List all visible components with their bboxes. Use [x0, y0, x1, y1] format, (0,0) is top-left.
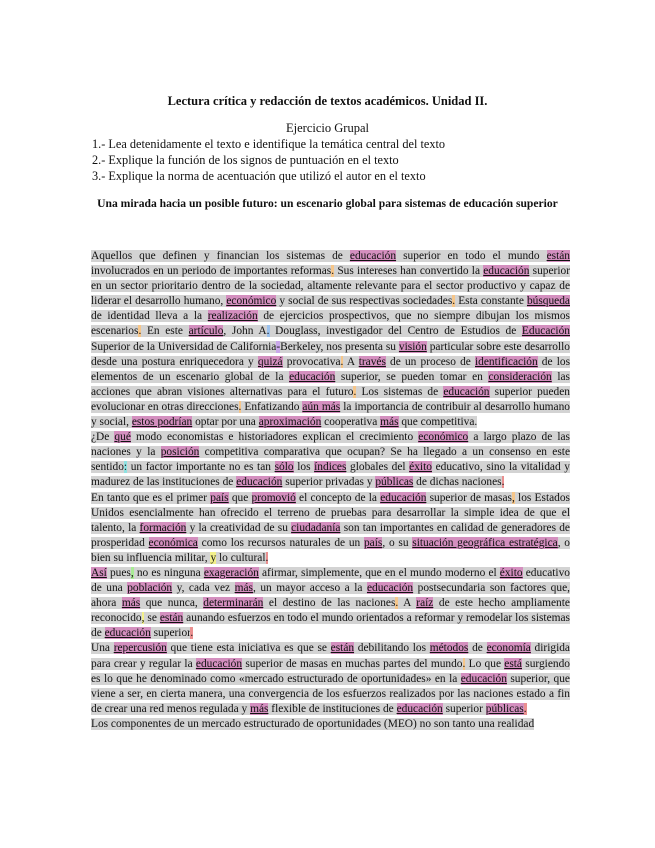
highlighted-word: educación — [380, 491, 427, 504]
highlighted-word: formación — [139, 521, 187, 534]
highlighted-word: determinarán — [203, 597, 264, 610]
text-run: Enfatizando — [241, 400, 303, 413]
instruction-2: 2.- Explique la función de los signos de puntuación en el texto — [92, 153, 399, 167]
text-run: superior — [442, 702, 486, 715]
text-run: se — [144, 612, 160, 625]
text-run: superior privadas y — [282, 476, 376, 489]
text-run: particular sobre este desarrollo desde una postura enriquecedora y — [91, 340, 570, 368]
article-paragraph — [90, 249, 571, 430]
highlighted-punctuation: . — [138, 325, 142, 338]
highlighted-word: quizá — [257, 355, 283, 368]
article-paragraph — [90, 430, 571, 490]
text-run: Douglass, investigador del Centro de Estudios de — [269, 325, 522, 338]
highlighted-word: artículo — [188, 325, 224, 338]
highlighted-word: económica — [148, 536, 198, 549]
page-title: Lectura crítica y redacción de textos académicos. Unidad II. — [167, 94, 488, 108]
text-run: los Estados Unidos esencialmente han ofrecido el terreno de pruebas para desarrollar la simple idea de que el talento, la — [91, 491, 570, 534]
highlighted-word: exageración — [203, 566, 259, 579]
text-run: de dichas naciones — [413, 476, 502, 489]
highlighted-word: educación — [483, 265, 530, 278]
highlighted-punctuation: . — [340, 355, 344, 368]
text-run: Lo que — [465, 657, 505, 670]
text-run: las acciones que abran visiones alternativas para el futuro — [91, 370, 570, 398]
highlighted-punctuation: , — [130, 566, 134, 579]
gray-highlight — [91, 250, 570, 428]
highlighted-punctuation: . — [462, 657, 466, 670]
text-run: , un mayor acceso a la — [252, 582, 367, 595]
text-run: superior, se pueden tomar en — [335, 370, 489, 383]
highlighted-word: educación — [195, 657, 243, 670]
highlighted-punctuation: . — [331, 265, 335, 278]
text-run: A — [398, 597, 417, 610]
text-run: y social de sus respectivas sociedades — [276, 295, 453, 308]
text-run: , o su — [382, 536, 413, 549]
highlighted-punctuation: . — [265, 551, 269, 564]
text-run: de ejercicios prospectivos, que no siempre dibujan los mismos escenarios — [91, 310, 570, 338]
highlighted-word: estos podrían — [131, 416, 193, 429]
highlighted-word: posición — [160, 446, 200, 459]
text-run: superior — [150, 627, 191, 640]
highlighted-word: aún más — [302, 400, 341, 413]
highlighted-word: aproximación — [258, 416, 322, 429]
highlighted-word: públicas — [485, 702, 524, 715]
text-run: postsecundaria son factores que, ahora — [91, 582, 570, 610]
text-run: optar por una — [192, 416, 259, 429]
highlighted-word: educación — [104, 627, 151, 640]
text-run: superior en un sector prioritario dentro de la sociedad, altamente relevante para el sector productivo y capaz de liderar el desarrollo humano, — [91, 265, 570, 308]
text-run: que nunca, — [140, 597, 204, 610]
text-run: superior pueden evolucionar en otras direcciones — [91, 385, 571, 413]
highlighted-word: ciudadanía — [291, 521, 341, 534]
highlighted-punctuation: - — [276, 340, 281, 353]
highlighted-word: búsqueda — [526, 295, 570, 308]
highlighted-punctuation: , — [141, 612, 145, 625]
text-run: cooperativa — [321, 416, 381, 429]
highlighted-punctuation: . — [523, 702, 527, 715]
highlighted-word: éxito — [499, 566, 523, 579]
highlighted-word: están — [330, 642, 355, 655]
gray-highlight — [91, 718, 534, 730]
text-run: Superior de la Universidad de California — [91, 340, 277, 353]
highlighted-word: educación — [236, 476, 283, 489]
text-run: y la creatividad de su — [186, 521, 292, 534]
text-run: Los componentes de un mercado estructurado de oportunidades (MEO) no son tanto una realidad — [91, 717, 535, 730]
text-run: En este — [141, 325, 189, 338]
article-paragraph — [90, 566, 571, 641]
text-run: Esta constante — [455, 295, 527, 308]
highlighted-word: realización — [207, 310, 258, 323]
text-run: lo cultural — [216, 551, 266, 564]
text-run: son tan importantes en calidad de generadores de prosperidad — [91, 521, 570, 549]
article-paragraph — [90, 717, 571, 732]
highlighted-word: identificación — [475, 355, 538, 368]
text-run: , John A — [223, 325, 267, 338]
highlighted-punctuation: . — [266, 325, 270, 338]
highlighted-word: Educación — [521, 325, 570, 338]
highlighted-word: país — [363, 536, 383, 549]
text-run: a largo plazo de las naciones y la — [91, 431, 570, 459]
text-run: el concepto de la — [295, 491, 381, 504]
text-run: aunando esfuerzos en todo el mundo orientados a reformar y remodelar los sistemas de — [91, 612, 570, 640]
instruction-3: 3.- Explique la norma de acentuación que utilizó el autor en el texto — [92, 169, 426, 183]
text-run: involucrados en un periodo de importantes reformas — [91, 265, 332, 278]
text-run: educativo, sino la vitalidad y madurez de las instituciones de — [91, 461, 570, 489]
highlighted-word: visión — [398, 340, 427, 353]
text-run: que — [228, 491, 252, 504]
highlighted-punctuation: . — [395, 597, 399, 610]
highlighted-word: índices — [314, 461, 347, 474]
highlighted-word: qué — [114, 431, 131, 444]
text-run: Los sistemas de — [356, 385, 444, 398]
text-run: superior, que viene a ser, en cierta manera, una convergencia de los esfuerzos realizados por las naciones estado a fin de crear una red menos regulada y — [91, 672, 570, 715]
highlighted-word: más — [380, 416, 399, 429]
article-body — [90, 249, 571, 732]
text-run: superior de masas en muchas partes del mundo — [242, 657, 463, 670]
text-run: la importancia de contribuir al desarrollo humano y social, — [91, 400, 570, 429]
text-run: Berkeley, nos presenta su — [280, 340, 399, 353]
text-run: no es ninguna — [133, 566, 204, 579]
text-run: debilitando los — [354, 642, 430, 655]
highlighted-punctuation: . — [501, 476, 505, 489]
highlighted-word: población — [127, 582, 173, 595]
highlighted-word: éxito — [409, 461, 432, 474]
highlighted-word: están — [546, 250, 570, 262]
text-run: En tanto que es el primer — [91, 491, 211, 504]
highlighted-word: repercusión — [113, 642, 167, 655]
highlighted-word: educación — [366, 582, 414, 595]
gray-highlight — [91, 431, 570, 488]
text-run: de identidad lleva a la — [91, 310, 208, 323]
text-run: que tiene esta iniciativa es que se — [166, 642, 331, 655]
gray-highlight — [91, 567, 570, 639]
text-run: educativo de una — [91, 566, 570, 595]
highlighted-punctuation: . — [353, 385, 357, 398]
highlighted-word: económico — [418, 431, 469, 444]
text-run: como los recursos naturales de un — [197, 536, 364, 549]
highlighted-word: educación — [460, 672, 507, 685]
text-run: globales del — [346, 461, 410, 474]
highlighted-word: promovió — [251, 491, 296, 504]
text-run: dirigida para crear y regular la — [91, 642, 570, 670]
text-run: el destino de las naciones — [263, 597, 396, 610]
highlighted-word: situación geográfica estratégica — [412, 536, 558, 549]
text-run: flexible de instituciones de — [268, 702, 397, 715]
highlighted-punctuation: y — [210, 551, 217, 564]
text-run: Sus intereses han convertido la — [334, 265, 484, 278]
highlighted-word: educación — [349, 250, 397, 262]
text-run: de los elementos de un escenario global de la — [91, 355, 571, 383]
text-run: superior en todo el mundo — [396, 250, 547, 262]
text-run: pues — [106, 566, 131, 579]
text-run: Aquellos que definen y financian los sistemas de — [91, 250, 350, 262]
text-run: superior de masas — [426, 491, 512, 504]
highlighted-punctuation: , — [511, 491, 515, 504]
exercise-subtitle: Ejercicio Grupal — [286, 121, 369, 135]
highlighted-word: raíz — [416, 597, 434, 610]
text-run: provocativa — [282, 355, 341, 368]
highlighted-word: está — [504, 657, 522, 670]
text-run: afirmar, simplemente, que en el mundo moderno el — [258, 566, 500, 579]
highlighted-word: economía — [486, 642, 531, 655]
highlighted-word: están — [159, 612, 184, 625]
highlighted-word: educación — [443, 385, 490, 398]
text-run: Una — [91, 642, 114, 655]
instruction-1: 1.- Lea detenidamente el texto e identifique la temática central del texto — [92, 137, 446, 151]
highlighted-word: través — [358, 355, 386, 368]
text-run: modo economistas e historiadores explican el crecimiento — [130, 431, 419, 444]
highlighted-punctuation: : — [123, 461, 128, 474]
highlighted-word: educación — [396, 702, 443, 715]
highlighted-word: Así — [91, 566, 107, 579]
article-paragraph — [90, 641, 571, 716]
text-run: que competitiva. — [398, 416, 478, 429]
text-run: ¿De — [91, 431, 115, 444]
text-run: de este hecho ampliamente reconocido — [91, 597, 570, 625]
text-run: y, cada vez — [172, 582, 235, 595]
highlighted-word: económico — [226, 295, 277, 308]
highlighted-word: más — [121, 597, 141, 610]
highlighted-word: consideración — [488, 370, 552, 383]
highlighted-word: más — [234, 582, 253, 595]
text-run: A — [343, 355, 359, 368]
text-run: surgiendo es lo que he denominado como «mercado estructurado de oportunidades» en la — [91, 657, 570, 685]
article-title: Una mirada hacia un posible futuro: un escenario global para sistemas de educación superior — [97, 197, 558, 210]
highlighted-word: métodos — [429, 642, 469, 655]
highlighted-word: sólo — [274, 461, 294, 474]
gray-highlight — [91, 492, 570, 564]
text-run: competitiva comparativa que ocupan? Se ha llegado a un consenso en este sentido — [91, 446, 570, 474]
text-run: de un proceso de — [385, 355, 476, 368]
highlighted-word: más — [250, 702, 269, 715]
text-run: un factor importante no es tan — [127, 461, 275, 474]
text-run: , o bien su influencia militar, — [91, 536, 571, 564]
highlighted-word: públicas — [375, 476, 414, 489]
text-run: los — [293, 461, 315, 474]
highlighted-word: educación — [289, 370, 336, 383]
highlighted-punctuation: . — [238, 400, 242, 413]
text-run: de — [468, 642, 487, 655]
highlighted-punctuation: . — [190, 627, 194, 640]
highlighted-punctuation: . — [452, 295, 456, 308]
highlighted-word: país — [210, 491, 229, 504]
gray-highlight — [91, 642, 570, 714]
article-paragraph — [90, 491, 571, 566]
